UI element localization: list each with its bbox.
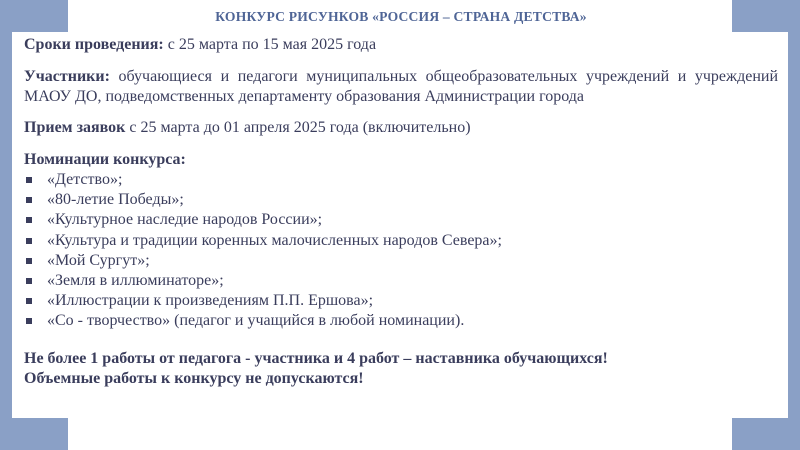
applications-value: с 25 марта до 01 апреля 2025 года (включительно) [125, 119, 471, 136]
participants-value: обучающиеся и педагоги муниципальных общеобразовательных учреждений и учреждений МАОУ ДО, подведомственных департаменту образования Администрации города [24, 68, 778, 105]
square-bullet-icon [26, 217, 32, 223]
participants-line [24, 67, 778, 107]
list-item: «Культурное наследие народов России»; [24, 210, 778, 230]
nominations-list [24, 170, 778, 332]
square-bullet-icon [26, 318, 32, 324]
square-bullet-icon [26, 278, 32, 284]
decor-side-left [0, 32, 12, 418]
slide-content [24, 9, 778, 389]
square-bullet-icon [26, 298, 32, 304]
square-bullet-icon [26, 238, 32, 244]
participants-label: Участники: [24, 68, 110, 85]
dates-label: Сроки проведения: [24, 36, 164, 53]
list-item: «Со - творчество» (педагог и учащийся в любой номинации). [24, 311, 778, 331]
list-item: «Мой Сургут»; [24, 251, 778, 271]
applications-line [24, 118, 778, 138]
decor-corner-bottom-left [0, 418, 68, 450]
list-item: «Культура и традиции коренных малочисленных народов Севера»; [24, 231, 778, 251]
square-bullet-icon [26, 177, 32, 183]
list-item: «80-летие Победы»; [24, 190, 778, 210]
square-bullet-icon [26, 258, 32, 264]
decor-side-right [788, 32, 800, 418]
list-item: «Земля в иллюминаторе»; [24, 271, 778, 291]
notes-block [24, 349, 778, 389]
square-bullet-icon [26, 197, 32, 203]
note-volumetric: Объемные работы к конкурсу не допускаются! [24, 369, 364, 387]
list-item: «Детство»; [24, 170, 778, 190]
slide-title: КОНКУРС РИСУНКОВ «РОССИЯ – СТРАНА ДЕТСТВА» [215, 9, 587, 24]
dates-value: с 25 марта по 15 мая 2025 года [163, 36, 377, 53]
dates-line [24, 35, 778, 55]
nominations-heading: Номинации конкурса: [24, 151, 186, 168]
decor-corner-bottom-right [732, 418, 800, 450]
list-item: «Иллюстрации к произведениям П.П. Ершова»; [24, 291, 778, 311]
applications-label: Прием заявок [24, 119, 126, 136]
note-limit: Не более 1 работы от педагога - участника и 4 работ – наставника обучающихся! [24, 349, 608, 367]
